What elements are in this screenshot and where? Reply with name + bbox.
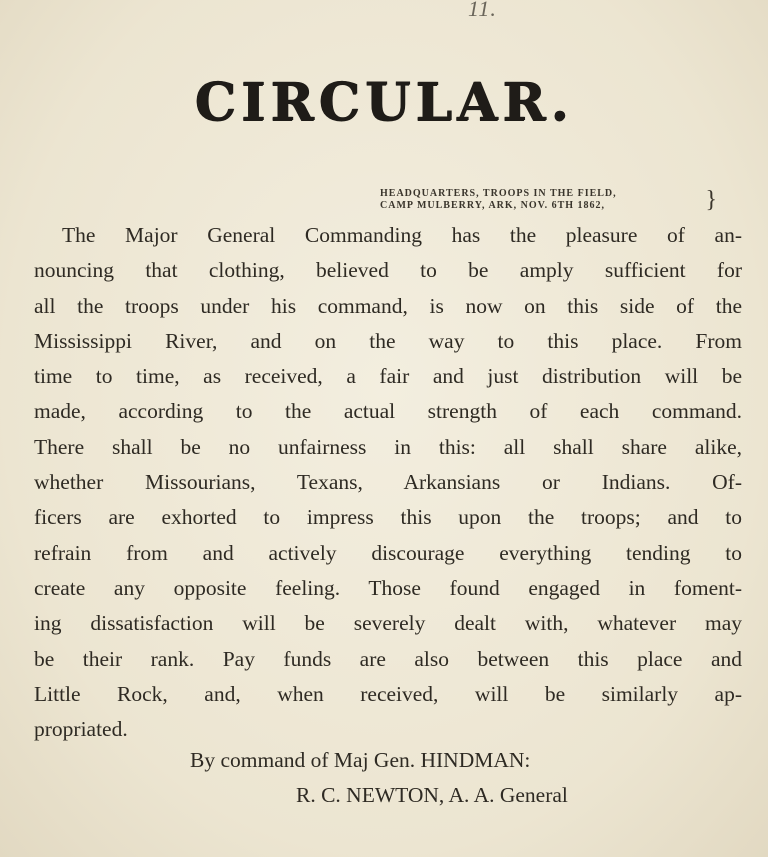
document-title: CIRCULAR.	[194, 72, 574, 133]
body-line: Little Rock, and, when received, will be similarly ap-	[34, 681, 742, 706]
circular-body	[34, 218, 742, 747]
heading-line-2: CAMP MULBERRY, ARK, NOV. 6TH 1862,	[380, 200, 606, 211]
body-line: refrain from and actively discourage everything tending to	[34, 540, 742, 565]
body-line: propriated.	[34, 717, 128, 742]
heading-brace: }	[705, 187, 718, 213]
body-line: The Major General Commanding has the pleasure of an-	[62, 223, 742, 247]
heading-line-1: HEADQUARTERS, TROOPS IN THE FIELD,	[380, 188, 617, 199]
body-line: nouncing that clothing, believed to be amply sufficient for	[34, 258, 742, 283]
corner-mark: 11.	[468, 0, 497, 21]
body-line: time to time, as received, a fair and just distribution will be	[34, 364, 742, 389]
body-line: ficers are exhorted to impress this upon the troops; and to	[34, 505, 742, 530]
body-line: made, according to the actual strength of each command.	[34, 399, 742, 424]
body-line: be their rank. Pay funds are also between this place and	[34, 646, 742, 671]
body-line: Mississippi River, and on the way to this place. From	[34, 328, 742, 353]
body-line: ing dissatisfaction will be severely dealt with, whatever may	[34, 611, 742, 636]
body-line: whether Missourians, Texans, Arkansians or Indians. Of-	[34, 470, 742, 495]
body-line: There shall be no unfairness in this: all shall share alike,	[34, 434, 742, 459]
command-line: By command of Maj Gen. HINDMAN:	[190, 748, 531, 772]
body-line: create any opposite feeling. Those found engaged in foment-	[34, 575, 742, 600]
headquarters-heading	[380, 188, 720, 212]
signatory-line: R. C. NEWTON, A. A. General	[296, 783, 568, 807]
body-line: all the troops under his command, is now on this side of the	[34, 293, 742, 318]
